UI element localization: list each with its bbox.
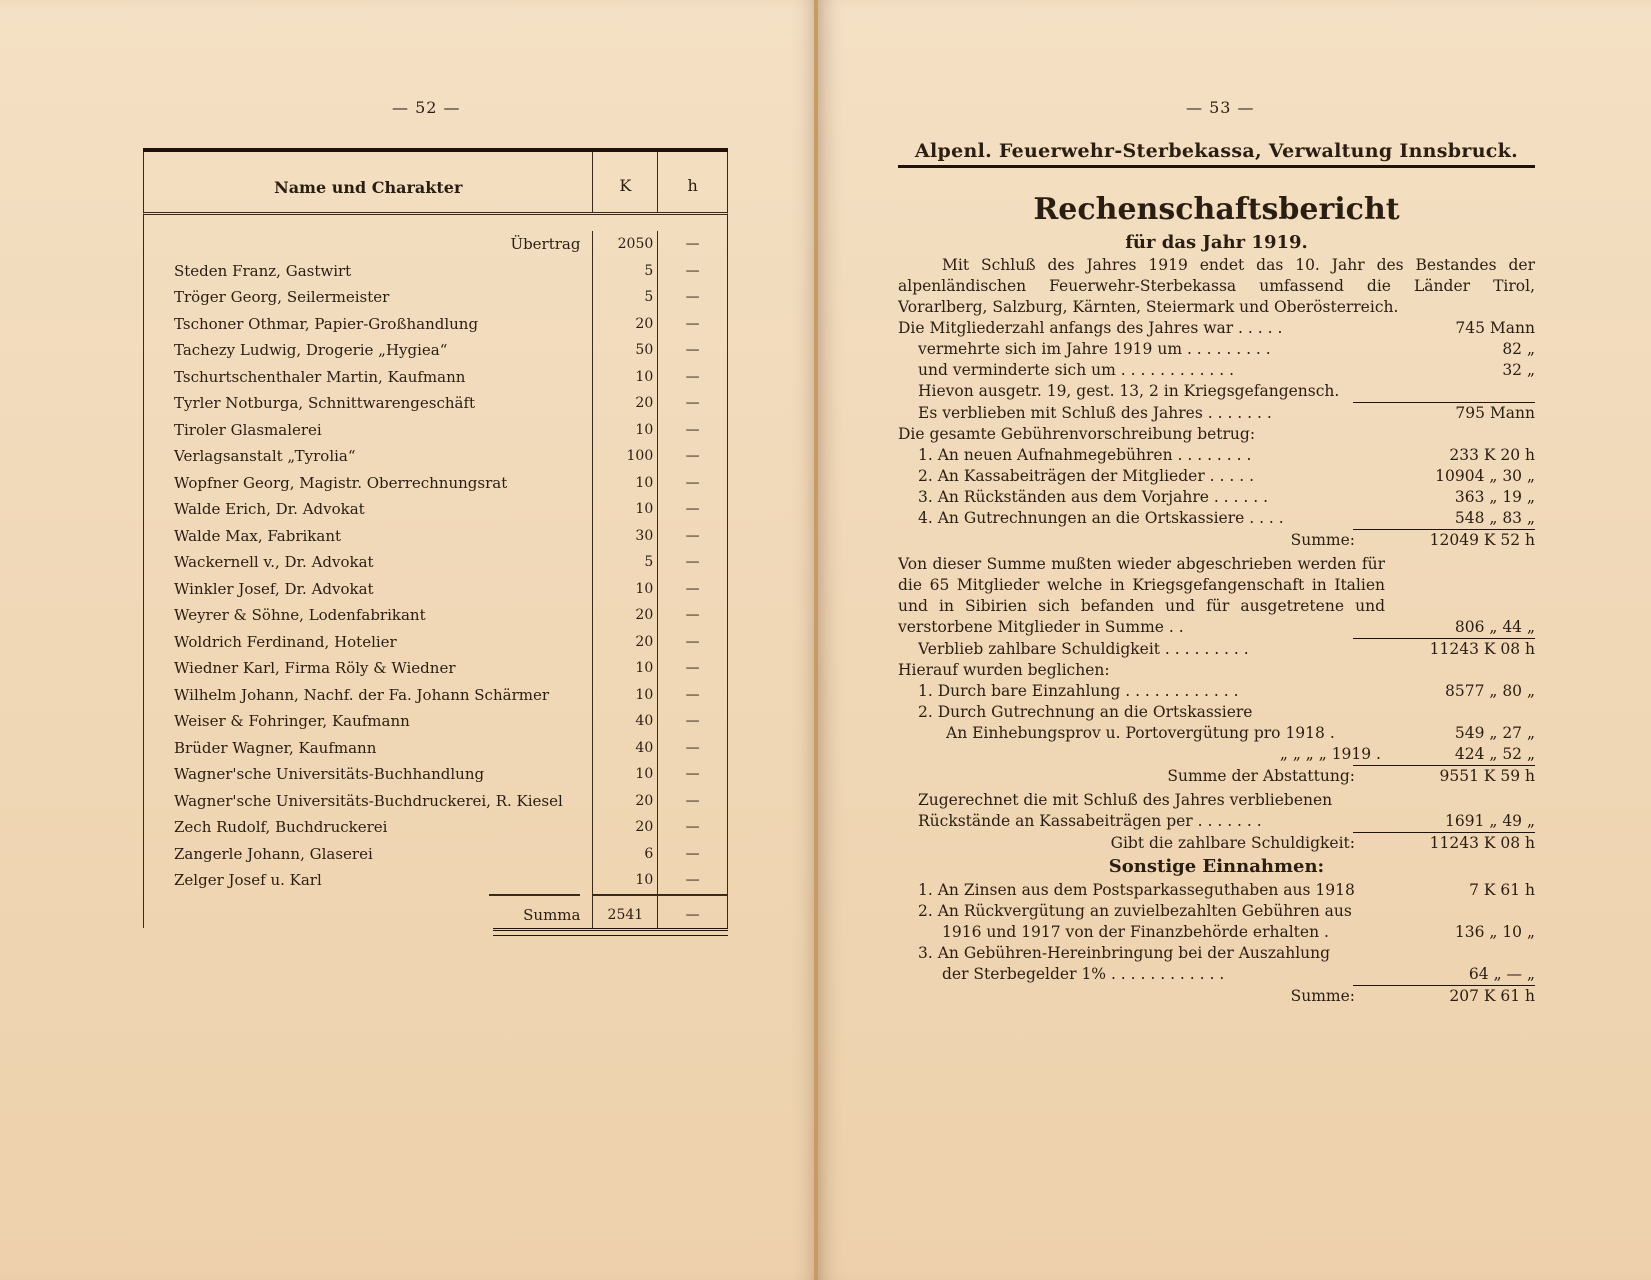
donor-amount-h: — [657,417,727,444]
donor-amount-k: 30 [592,523,657,550]
donor-amount-k: 10 [592,761,657,788]
running-header: Alpenl. Feuerwehr-Sterbekassa, Verwaltung Innsbruck. [898,140,1535,168]
donor-amount-k: 50 [592,337,657,364]
total-k: 2541 [592,894,657,928]
donor-amount-h: — [657,629,727,656]
table-row [144,443,727,470]
header-k: K [592,152,657,212]
table-row [144,364,727,391]
donor-name: Wiedner Karl, Firma Röly & Wiedner [174,659,456,677]
carry-label: Übertrag [510,235,581,253]
table-row [144,841,727,868]
donor-amount-h: — [657,443,727,470]
donor-amount-h: — [657,364,727,391]
fee-item: 3. An Rückständen aus dem Vorjahre . . . . . . 363 „ 19 „ [918,488,1535,506]
members-detail: Hievon ausgetr. 19, gest. 13, 2 in Kriegsgefangensch. [918,382,1340,400]
settled-cash: 1. Durch bare Einzahlung . . . . . . . . . . . . 8577 „ 80 „ [918,682,1535,700]
donor-amount-h: — [657,576,727,603]
donor-amount-h: — [657,470,727,497]
donor-amount-k: 10 [592,417,657,444]
donor-amount-k: 20 [592,629,657,656]
donor-name: Weyrer & Söhne, Lodenfabrikant [174,606,426,624]
table-row [144,602,727,629]
carry-k: 2050 [592,231,657,258]
table-row [144,337,727,364]
donor-amount-k: 5 [592,549,657,576]
donor-amount-h: — [657,788,727,815]
donor-amount-h: — [657,311,727,338]
donor-amount-h: — [657,549,727,576]
donor-amount-h: — [657,284,727,311]
total-h: — [657,894,727,928]
donor-amount-k: 10 [592,576,657,603]
settled-1918: An Einhebungsprov u. Portovergütung pro 1918 . 549 „ 27 „ [946,724,1535,742]
table-row [144,735,727,762]
donor-amount-k: 10 [592,867,657,894]
donor-amount-h: — [657,337,727,364]
fees-list [898,445,1535,529]
members-end: Es verblieben mit Schluß des Jahres . . . . . . . 795 Mann [918,404,1535,422]
table-row [144,417,727,444]
arrears-line2: Rückstände an Kassabeiträgen per . . . . . . . 1691 „ 49 „ [918,812,1535,830]
table-row [144,311,727,338]
donor-amount-h: — [657,523,727,550]
arrears-line1: Zugerechnet die mit Schluß des Jahres verbliebenen [918,791,1333,809]
page-number-left: — 52 — [392,98,461,117]
donor-amount-k: 10 [592,682,657,709]
arrears-total: Gibt die zahlbare Schuldigkeit: 11243 K 08 h [1110,834,1535,852]
writeoff-text: Von dieser Summe mußten wieder abgeschrieben werden für die 65 Mitglieder welche in Kriegsgefangenschaft in Italien und in Sibirien sich befanden und für ausgetretene und verstorbene Mitglieder in Summe . . 806 „ 44 „ [898,555,1535,636]
donor-amount-k: 10 [592,655,657,682]
donor-name: Verlagsanstalt „Tyrolia“ [174,447,356,465]
donor-name: Wackernell v., Dr. Advokat [174,553,374,571]
other-fees-2: der Sterbegelder 1% . . . . . . . . . . . . 64 „ — „ [942,965,1535,983]
total-row [143,894,728,928]
other-fees-1: 3. An Gebühren-Hereinbringung bei der Auszahlung [918,944,1331,962]
other-refund-1: 2. An Rückvergütung an zuvielbezahlten Gebühren aus [918,902,1352,920]
donor-name: Zech Rudolf, Buchdruckerei [174,818,388,836]
donor-name: Tröger Georg, Seilermeister [174,288,390,306]
donor-amount-h: — [657,258,727,285]
donor-amount-h: — [657,708,727,735]
other-income-heading: Sonstige Einnahmen: [1108,856,1325,877]
table-row [144,284,727,311]
donor-name: Zelger Josef u. Karl [174,871,322,889]
settled-credit: 2. Durch Gutrechnung an die Ortskassiere [918,703,1253,721]
settled-sum: Summe der Abstattung: 9551 K 59 h [1167,767,1535,785]
donor-amount-k: 10 [592,364,657,391]
donor-name: Wopfner Georg, Magistr. Oberrechnungsrat [174,473,508,492]
donor-amount-k: 6 [592,841,657,868]
report-body [898,255,1535,1007]
remaining-due: Verblieb zahlbare Schuldigkeit . . . . . . . . . 11243 K 08 h [918,640,1535,658]
table-row [144,814,727,841]
left-page [0,0,818,1280]
donor-name: Tiroler Glasmalerei [174,420,322,439]
donor-amount-k: 10 [592,496,657,523]
members-added: vermehrte sich im Jahre 1919 um . . . . . . . . . 82 „ [918,340,1535,358]
donor-amount-h: — [657,867,727,894]
donor-name: Zangerle Johann, Glaserei [174,844,373,863]
fees-sum: Summe: 12049 K 52 h [1290,531,1535,549]
table-row [144,549,727,576]
fee-item: 4. An Gutrechnungen an die Ortskassiere . . . . 548 „ 83 „ [918,509,1535,527]
donor-name: Woldrich Ferdinand, Hotelier [174,632,397,651]
fee-item: 2. An Kassabeiträgen der Mitglieder . . . . . 10904 „ 30 „ [918,467,1535,485]
table-row [144,867,727,894]
donor-amount-k: 20 [592,788,657,815]
table-row [144,655,727,682]
total-label: Summa [489,894,580,934]
table-row [144,788,727,815]
donor-amount-k: 20 [592,602,657,629]
donor-amount-k: 5 [592,284,657,311]
donor-name: Walde Erich, Dr. Advokat [174,500,365,518]
donor-name: Brüder Wagner, Kaufmann [174,738,377,757]
table-row [144,523,727,550]
donor-name: Tschurtschenthaler Martin, Kaufmann [174,367,466,386]
donor-amount-h: — [657,735,727,762]
donor-name: Tyrler Notburga, Schnittwarengeschäft [174,394,476,412]
donor-amount-k: 20 [592,814,657,841]
carry-h: — [657,231,727,258]
header-name: Name und Charakter [274,178,463,197]
donor-amount-k: 20 [592,311,657,338]
total-label-cell [144,894,592,928]
donor-name: Weiser & Fohringer, Kaufmann [174,712,410,730]
carry-row [144,231,727,258]
table-header [143,152,728,215]
donor-amount-k: 5 [592,258,657,285]
donor-name: Wilhelm Johann, Nachf. der Fa. Johann Schärmer [174,685,550,704]
table-row [144,708,727,735]
other-interest: 1. An Zinsen aus dem Postsparkasseguthaben aus 1918 7 K 61 h [918,881,1535,899]
settled-intro: Hierauf wurden beglichen: [898,661,1110,679]
right-page [818,0,1651,1280]
other-sum: Summe: 207 K 61 h [1290,987,1535,1005]
report-subtitle: für das Jahr 1919. [1125,232,1308,253]
donor-name: Wagner'sche Universitäts-Buchdruckerei, R. Kiesel [174,791,563,810]
page-number-right: — 53 — [1186,98,1255,117]
fees-intro: Die gesamte Gebührenvorschreibung betrug: [898,425,1256,443]
table-row [144,682,727,709]
donor-amount-h: — [657,390,727,417]
donor-name: Tachezy Ludwig, Drogerie „Hygiea“ [174,341,448,359]
donor-name: Steden Franz, Gastwirt [174,261,352,280]
other-refund-2: 1916 und 1917 von der Finanzbehörde erhalten . 136 „ 10 „ [942,923,1535,941]
table-row [144,258,727,285]
donor-amount-h: — [657,496,727,523]
intro-paragraph: Mit Schluß des Jahres 1919 endet das 10. Jahr des Bestandes der alpenländischen Feuerwehr-Sterbekassa umfassend die Länder Tirol, Vorarlberg, Salzburg, Kärnten, Steiermark und Oberösterreich. [898,256,1535,316]
header-h: h [657,152,727,212]
donor-amount-h: — [657,841,727,868]
donor-amount-h: — [657,682,727,709]
donor-name: Winkler Josef, Dr. Advokat [174,579,374,598]
settled-1919: „ „ „ „ 1919 . 424 „ 52 „ [1279,745,1535,763]
table-row [144,470,727,497]
table-row [144,496,727,523]
table-body [143,215,728,894]
donor-amount-k: 20 [592,390,657,417]
table-row [144,576,727,603]
donor-amount-k: 40 [592,708,657,735]
donor-name: Wagner'sche Universitäts-Buchhandlung [174,765,485,783]
donor-amount-k: 10 [592,470,657,497]
table-row [144,390,727,417]
donor-name: Walde Max, Fabrikant [174,526,342,545]
table-row [144,761,727,788]
table-row [144,629,727,656]
donor-table [143,148,728,936]
members-removed: und verminderte sich um . . . . . . . . . . . . 32 „ [918,361,1535,379]
donor-amount-k: 40 [592,735,657,762]
donor-amount-k: 100 [592,443,657,470]
fee-item: 1. An neuen Aufnahmegebühren . . . . . . . . 233 K 20 h [918,446,1535,464]
donor-name: Tschoner Othmar, Papier-Großhandlung [174,314,479,333]
members-start: Die Mitgliederzahl anfangs des Jahres war . . . . . 745 Mann [898,319,1535,337]
report-title: Rechenschaftsbericht [1033,192,1400,227]
donor-amount-h: — [657,814,727,841]
donor-amount-h: — [657,602,727,629]
donor-amount-h: — [657,655,727,682]
donor-amount-h: — [657,761,727,788]
